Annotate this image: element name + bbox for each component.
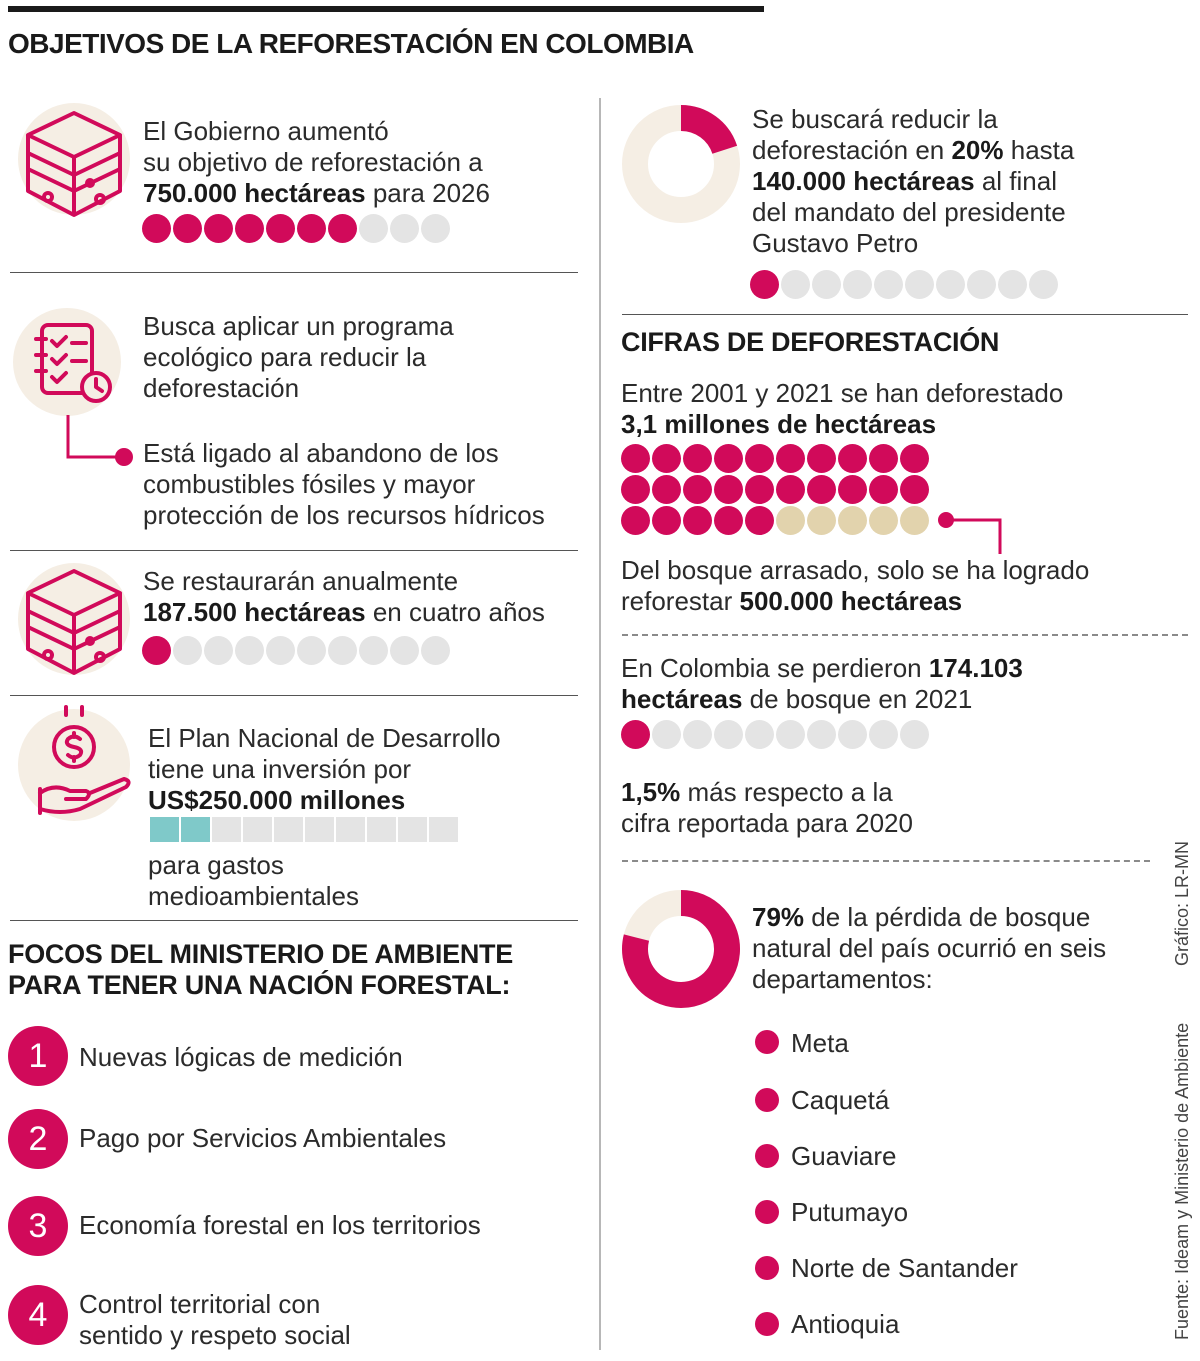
filled-dot bbox=[204, 214, 233, 243]
investment-text: El Plan Nacional de Desarrollo tiene una inversión por US$250.000 millones bbox=[148, 723, 501, 815]
empty-dot bbox=[235, 636, 264, 665]
dot-scale-187k bbox=[142, 636, 450, 665]
reforested-dot bbox=[869, 506, 898, 535]
focus-item-4: Control territorial con sentido y respeto social bbox=[79, 1289, 351, 1350]
forest-cube-icon bbox=[12, 561, 130, 679]
deforested-dot bbox=[652, 475, 681, 504]
department-putumayo: Putumayo bbox=[791, 1197, 909, 1227]
focus-number-1: 1 bbox=[8, 1026, 68, 1086]
focus-number-2: 2 bbox=[8, 1109, 68, 1169]
filled-dot bbox=[328, 214, 357, 243]
empty-dot bbox=[1029, 270, 1058, 299]
empty-dot bbox=[714, 720, 743, 749]
department-caqueta: Caquetá bbox=[791, 1085, 890, 1115]
deforested-dot bbox=[714, 506, 743, 535]
reforested-dot bbox=[776, 506, 805, 535]
donut-79-percent bbox=[621, 889, 741, 1009]
filled-dot bbox=[142, 214, 171, 243]
deforested-dot bbox=[745, 444, 774, 473]
six-departments-text: 79% de la pérdida de bosque natural del país ocurrió en seis departamentos: bbox=[752, 902, 1107, 994]
focus-item-1: Nuevas lógicas de medición bbox=[79, 1042, 403, 1072]
deforested-dot bbox=[900, 475, 929, 504]
focus-number-3: 3 bbox=[8, 1196, 68, 1256]
goal-text: El Gobierno aumentó su objetivo de reforestación a 750.000 hectáreas para 2026 bbox=[143, 116, 490, 208]
empty-dot bbox=[967, 270, 996, 299]
filled-dot bbox=[750, 270, 779, 299]
restore-text: Se restaurarán anualmente 187.500 hectáreas en cuatro años bbox=[143, 566, 545, 627]
divider bbox=[10, 550, 578, 551]
empty-dot bbox=[905, 270, 934, 299]
increase-text: 1,5% más respecto a la cifra reportada para 2020 bbox=[621, 777, 913, 838]
divider bbox=[10, 272, 578, 273]
deforested-dot bbox=[807, 475, 836, 504]
empty-dot bbox=[421, 214, 450, 243]
empty-dot bbox=[297, 636, 326, 665]
deforested-dot bbox=[807, 444, 836, 473]
empty-dot bbox=[843, 270, 872, 299]
empty-dot bbox=[359, 214, 388, 243]
deforested-dot bbox=[900, 444, 929, 473]
fossil-fuels-text: Está ligado al abandono de los combustibles fósiles y mayor protección de los recursos hídricos bbox=[143, 438, 545, 530]
reforested-dot bbox=[807, 506, 836, 535]
empty-dot bbox=[390, 214, 419, 243]
donut-slice bbox=[681, 118, 725, 150]
dot-grid-row bbox=[621, 444, 929, 473]
lost-2021-text: En Colombia se perdieron 174.103 hectáreas de bosque en 2021 bbox=[621, 653, 1023, 714]
connector-line bbox=[932, 508, 1006, 558]
reforested-dot bbox=[838, 506, 867, 535]
department-guaviare: Guaviare bbox=[791, 1141, 897, 1171]
deforested-dot bbox=[869, 475, 898, 504]
deforested-dot bbox=[745, 475, 774, 504]
empty-dot bbox=[776, 720, 805, 749]
empty-dot bbox=[998, 270, 1027, 299]
filled-dot bbox=[142, 636, 171, 665]
donut-20-percent bbox=[621, 104, 741, 224]
focus-number-4: 4 bbox=[8, 1285, 68, 1345]
deforested-dot bbox=[714, 444, 743, 473]
dashed-divider bbox=[622, 860, 1150, 862]
focus-item-2: Pago por Servicios Ambientales bbox=[79, 1123, 447, 1153]
bullet bbox=[755, 1088, 779, 1112]
deforested-dot bbox=[621, 475, 650, 504]
reforested-dot bbox=[900, 506, 929, 535]
empty-square bbox=[274, 817, 303, 842]
deforested-dot bbox=[621, 506, 650, 535]
deforested-dot bbox=[745, 506, 774, 535]
reforested-text: Del bosque arrasado, solo se ha logrado reforestar 500.000 hectáreas bbox=[621, 555, 1090, 616]
credit-fuente: Fuente: Ideam y Ministerio de Ambiente bbox=[1172, 1022, 1192, 1340]
deforested-dot bbox=[683, 475, 712, 504]
empty-dot bbox=[421, 636, 450, 665]
empty-square bbox=[367, 817, 396, 842]
forest-cube-icon bbox=[12, 103, 130, 221]
filled-dot bbox=[266, 214, 295, 243]
empty-dot bbox=[266, 636, 295, 665]
filled-dot bbox=[297, 214, 326, 243]
department-meta: Meta bbox=[791, 1028, 849, 1058]
department-antioquia: Antioquia bbox=[791, 1309, 900, 1339]
focos-heading: FOCOS DEL MINISTERIO DE AMBIENTE PARA TENER UNA NACIÓN FORESTAL: bbox=[8, 939, 513, 1000]
divider bbox=[622, 314, 1188, 315]
empty-dot bbox=[936, 270, 965, 299]
top-rule bbox=[8, 6, 764, 12]
cifras-heading: CIFRAS DE DEFORESTACIÓN bbox=[621, 327, 1000, 357]
empty-square bbox=[429, 817, 458, 842]
empty-square bbox=[336, 817, 365, 842]
money-hand-icon bbox=[16, 703, 138, 821]
dot-scale-140k bbox=[750, 270, 1058, 299]
column-divider bbox=[599, 98, 601, 1350]
dot-scale-750k bbox=[142, 214, 450, 243]
credit-grafico: Gráfico: LR-MN bbox=[1172, 840, 1192, 966]
empty-dot bbox=[900, 720, 929, 749]
empty-dot bbox=[838, 720, 867, 749]
deforested-dot bbox=[714, 475, 743, 504]
empty-dot bbox=[652, 720, 681, 749]
empty-square bbox=[305, 817, 334, 842]
deforested-text: Entre 2001 y 2021 se han deforestado 3,1 millones de hectáreas bbox=[621, 378, 1064, 439]
dashed-divider bbox=[622, 634, 1188, 636]
deforested-dot bbox=[652, 444, 681, 473]
reduction-text: Se buscará reducir la deforestación en 20% hasta 140.000 hectáreas al final del mandato del presidente Gustavo Petro bbox=[752, 104, 1075, 258]
dot-grid-row bbox=[621, 506, 929, 535]
deforested-dot bbox=[652, 506, 681, 535]
bullet bbox=[755, 1312, 779, 1336]
divider bbox=[10, 920, 578, 921]
dot-grid-row bbox=[621, 475, 929, 504]
dot-scale-174k bbox=[621, 720, 929, 749]
filled-dot bbox=[235, 214, 264, 243]
empty-dot bbox=[359, 636, 388, 665]
empty-dot bbox=[812, 270, 841, 299]
empty-square bbox=[398, 817, 427, 842]
empty-dot bbox=[745, 720, 774, 749]
empty-dot bbox=[204, 636, 233, 665]
bullet bbox=[755, 1144, 779, 1168]
deforested-dot bbox=[776, 475, 805, 504]
empty-dot bbox=[807, 720, 836, 749]
empty-square bbox=[212, 817, 241, 842]
investment-purpose-text: para gastos medioambientales bbox=[148, 850, 360, 911]
bullet bbox=[755, 1030, 779, 1054]
filled-dot bbox=[621, 720, 650, 749]
divider bbox=[10, 695, 578, 696]
filled-square bbox=[181, 817, 210, 842]
deforested-dot bbox=[683, 444, 712, 473]
square-scale-investment bbox=[150, 817, 458, 842]
bullet bbox=[755, 1200, 779, 1224]
deforested-dot bbox=[869, 444, 898, 473]
empty-dot bbox=[683, 720, 712, 749]
empty-dot bbox=[173, 636, 202, 665]
deforested-dot bbox=[621, 444, 650, 473]
empty-dot bbox=[781, 270, 810, 299]
filled-square bbox=[150, 817, 179, 842]
empty-dot bbox=[328, 636, 357, 665]
bullet bbox=[755, 1256, 779, 1280]
empty-dot bbox=[874, 270, 903, 299]
connector-line bbox=[66, 415, 136, 469]
checklist-icon bbox=[12, 307, 122, 417]
deforested-dot bbox=[776, 444, 805, 473]
dot-grid-deforestation bbox=[621, 444, 929, 537]
program-text: Busca aplicar un programa ecológico para reducir la deforestación bbox=[143, 311, 454, 403]
empty-square bbox=[243, 817, 272, 842]
empty-dot bbox=[390, 636, 419, 665]
deforested-dot bbox=[683, 506, 712, 535]
deforested-dot bbox=[838, 475, 867, 504]
filled-dot bbox=[173, 214, 202, 243]
deforested-dot bbox=[838, 444, 867, 473]
page-title: OBJETIVOS DE LA REFORESTACIÓN EN COLOMBIA bbox=[8, 28, 694, 59]
department-norte-de-santander: Norte de Santander bbox=[791, 1253, 1018, 1283]
focus-item-3: Economía forestal en los territorios bbox=[79, 1210, 481, 1240]
empty-dot bbox=[869, 720, 898, 749]
